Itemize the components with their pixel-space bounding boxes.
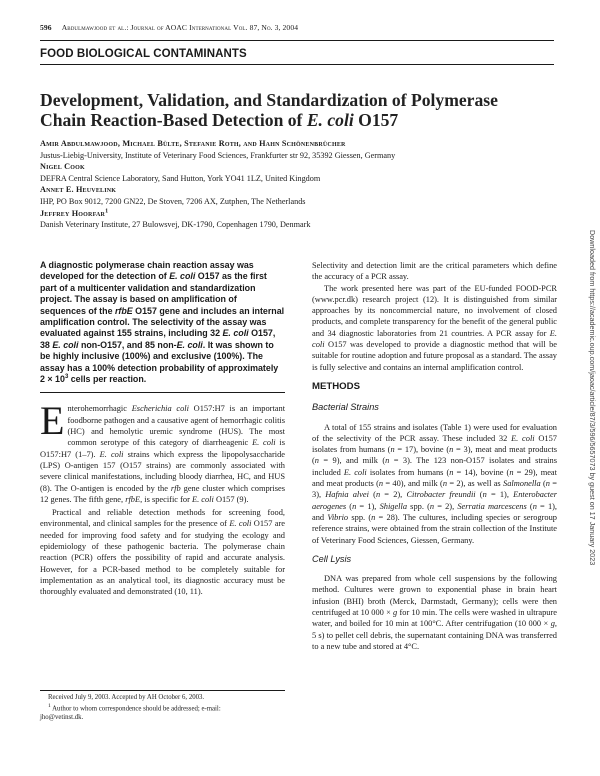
body-italic: n — [545, 479, 550, 489]
body-italic: n — [532, 501, 537, 511]
body-text: gene cluster which comprises 12 genes. The fifth gene, — [40, 483, 286, 504]
body-italic: E. coli — [312, 328, 557, 350]
body-text: The work presented here was part of the EU-funded FOOD-PCR (www.pcr.dk) research project (12). It is distinguished from similar approaches by its noncommercial nature, no involvement of closed products, and complete transparency for the benefit of the general public and 34 diagnostic laboratories from 21 countries. A PCR assay for — [312, 283, 557, 338]
abstract-italic: E. coli — [169, 271, 196, 282]
body-italic: Vibrio — [327, 512, 349, 522]
right-paragraph-1: Selectivity and detection limit are the critical parameters which define the accuracy of a PCR assay. — [312, 261, 557, 282]
intro-paragraph-1 — [40, 398, 286, 505]
abstract-text: cells per reaction. — [68, 374, 147, 385]
title-organism: E. coli — [306, 110, 354, 130]
author-affiliation: IHP, PO Box 9012, 7200 GN22, De Stoven, 7206 AX, Zutphen, The Netherlands — [40, 196, 306, 206]
body-italic: E. coli — [229, 519, 252, 529]
body-italic: Escherichia coli — [131, 404, 189, 414]
abstract-text: A diagnostic polymerase chain reaction assay was developed for the detection of — [40, 260, 254, 282]
body-italic: g — [393, 608, 398, 618]
author-names: Amir Abdulmawjood, Michael Bülte, Stefanie Roth, and Hahn Schönenbrücher — [40, 139, 346, 148]
body-italic: Enterobacter aerogenes — [312, 490, 557, 511]
body-text: O157 was developed to provide a diagnostic method that will be suitable for routine adoption and future proposal as a standard. The assay is fully selective and contains an internal amplification control. — [312, 340, 557, 372]
body-text: = 29), meat and meat products ( — [312, 467, 557, 489]
body-italic: n — [314, 456, 319, 466]
strains-paragraph — [312, 422, 557, 546]
body-italic: Salmonella — [503, 479, 541, 489]
body-italic: Serratia marcescens — [457, 501, 527, 511]
cell-lysis-heading: Cell Lysis — [312, 553, 352, 564]
body-text: O157 isolates from humans ( — [312, 433, 557, 455]
methods-heading: METHODS — [312, 380, 360, 392]
author-affiliation: Danish Veterinary Institute, 27 Bulowsvej, DK-1790, Copenhagen 1790, Denmark — [40, 220, 311, 230]
page-number: 596 — [40, 23, 52, 32]
author-name: Jeffrey Hoorfar — [40, 208, 106, 218]
body-text: Practical and reliable detection methods for screening food, environmental, and clinical samples for the presence of — [40, 508, 285, 529]
author-names-corresponding — [40, 208, 560, 220]
body-italic: rfbE — [125, 494, 141, 504]
footnote — [40, 690, 285, 722]
body-italic: Hafnia alvei — [325, 490, 369, 500]
body-text: = 17), bovine ( — [394, 445, 450, 455]
body-text: strains which express the lipopolysaccharide (LPS) O-antigen 157 (O157 strains) are commonly associated with severe clinical manifestations, including bloody diarrhea, HC, and HUS (8). The O-antigen is encoded by the — [40, 449, 285, 493]
running-head — [40, 23, 298, 32]
body-italic: n — [509, 467, 514, 477]
body-text: = 28). The cultures, including species or serogroup reference strains, were obtained from the strain collection of the Institute of Veterinary Food Sciences, Giessen, Germany. — [312, 512, 557, 545]
body-italic: n — [378, 479, 384, 489]
journal-citation: Abdulmawjood et al.: Journal of AOAC International Vol. 87, No. 3, 2004 — [61, 23, 299, 32]
abstract-text: O157, 38 — [40, 328, 276, 350]
body-text: ( — [526, 501, 533, 511]
abstract-exponent: 3 — [64, 374, 69, 381]
body-italic: g — [550, 619, 555, 629]
abstract-text: O157 as the first part of a multicenter validation and standardization project. The assay is based on amplification of sequences of the — [40, 271, 267, 316]
body-text: O157:H7 is an important foodborne pathogen and a causative agent of hemorrhagic colitis (HC) and hemolytic uremic syndrome (HUS). The most common serotype of this category of diarrheagenic — [67, 404, 286, 448]
body-italic: n — [385, 456, 390, 466]
lysis-paragraph — [312, 573, 557, 652]
body-italic: Citrobacter freundii — [406, 490, 476, 500]
author-names: Nigel Cook — [40, 162, 85, 172]
abstract-divider — [40, 392, 285, 393]
body-text: ( — [475, 490, 483, 500]
body-text: spp. ( — [407, 501, 430, 511]
body-italic: n — [352, 501, 357, 511]
left-column — [40, 260, 285, 598]
author-names: Annet E. Heuvelink — [40, 185, 117, 195]
body-text: DNA was prepared from whole cell suspensions by the following method. Cultures were grown to exponential phase in brain heart infusion (BHI) broth (Merck, Darmstadt, Germany); cells were then centrifuged at 10 000 × — [312, 574, 557, 618]
correspondence-note — [40, 702, 285, 714]
body-italic: rfb — [170, 483, 181, 493]
abstract-italic: E. coli — [176, 339, 203, 350]
footnote-marker: 1 — [48, 703, 51, 710]
body-italic: n — [482, 490, 487, 500]
body-italic: E. coli — [511, 433, 535, 443]
abstract-text: O157 gene and includes an internal amplification control. The selectivity of the assay was evaluated against 155 strains, including 32 — [40, 305, 285, 339]
body-text: = 1), and — [312, 501, 558, 522]
header-rule — [40, 40, 554, 41]
body-text: O157 (9). — [213, 494, 249, 504]
body-text: ( — [368, 490, 376, 500]
body-italic: n — [371, 512, 376, 522]
body-italic: E. coli — [343, 467, 367, 477]
body-text: A total of 155 strains and isolates (Table 1) were used for evaluation of the selectivity of the PCR assay. These included 32 — [312, 422, 557, 443]
abstract — [40, 260, 285, 385]
body-text: = 3), meat and meat products ( — [312, 445, 557, 466]
abstract-italic: E. coli — [222, 328, 249, 339]
section-label: FOOD BIOLOGICAL CONTAMINANTS — [40, 48, 247, 60]
body-text: = 1), — [356, 501, 380, 511]
body-italic: E. coli — [99, 449, 124, 459]
body-text: ( — [346, 501, 353, 511]
body-italic: n — [449, 467, 454, 477]
article-title — [40, 90, 560, 130]
right-paragraph-2 — [312, 283, 557, 373]
body-text: nterohemorrhagic — [67, 404, 132, 414]
author-block — [40, 138, 560, 231]
body-text: = 40), and milk ( — [383, 479, 443, 489]
body-text: O157 are needed for improving food safety and for studying the ecology and epidemiology of these pathogenic bacteria. The polymerase chain reaction (PCR) offers the possibility of rapid and accurate analysis. However, for a PCR-based method to be completely suitable for implementation as an analytical tool, its diagnostic accuracy must be thoroughly evaluated and demonstrated (10, 11). — [40, 519, 285, 597]
abstract-text: non-O157, and 85 non- — [78, 339, 177, 350]
title-line-2-end: O157 — [353, 110, 399, 130]
body-text: is O157:H7 (1–7). — [40, 438, 285, 459]
footnote-text: Author to whom correspondence should be addressed; e-mail: — [50, 705, 221, 713]
intro-paragraph-2 — [40, 507, 285, 597]
body-italic: E. coli — [252, 438, 276, 448]
body-italic: n — [442, 479, 448, 489]
body-text: , 5 s) to pellet cell debris, the supernatant containing DNA was transferred to a new tube and stored at 4°C. — [312, 619, 557, 651]
received-note: Received July 9, 2003. Accepted by AH October 6, 2003. — [48, 694, 205, 701]
author-affiliation: Justus-Liebig-University, Institute of Veterinary Food Sciences, Frankfurter str 92, 35392 Giessen, Germany — [40, 150, 396, 160]
body-text: = 2), — [380, 490, 407, 500]
body-text: = 3). The 123 non-O157 isolates and strains included — [312, 456, 557, 477]
body-text: = 2), as well as — [447, 479, 503, 489]
body-text: = 9), and milk ( — [318, 456, 386, 466]
body-text: = 1), — [486, 490, 514, 500]
body-italic: n — [449, 445, 454, 455]
title-line-2: Chain Reaction-Based Detection of — [40, 110, 307, 130]
abstract-italic: E. coli — [52, 339, 79, 350]
right-column — [312, 260, 557, 652]
body-text: isolates from humans ( — [366, 467, 450, 477]
body-text: = 14), bovine ( — [453, 467, 510, 477]
bacterial-strains-heading: Bacterial Strains — [312, 402, 379, 413]
download-notice: Downloaded from https://academic.oup.com/jaoac/article/87/3/596/5657073 by guest on 17 January 2023 — [588, 230, 597, 566]
body-text: = 2), — [434, 501, 458, 511]
body-text: ( — [540, 479, 546, 489]
body-italic: n — [375, 490, 381, 500]
footnote-marker: 1 — [105, 207, 109, 214]
body-text: , is specific for — [140, 494, 192, 504]
body-text: spp. ( — [348, 512, 372, 522]
body-italic: n — [429, 501, 435, 511]
body-text: for 10 min. The cells were washed in ultrapure water, and boiled for 10 min at 100°C. After centrifugation (10 000 × — [312, 608, 557, 629]
drop-cap: E — [40, 398, 65, 444]
title-line-1: Development, Validation, and Standardization of Polymerase — [40, 90, 498, 110]
body-italic: Shigella — [379, 501, 408, 511]
section-rule — [40, 64, 554, 65]
correspondence-email: jho@vetinst.dk. — [40, 714, 84, 722]
body-italic: E. coli — [191, 494, 214, 504]
abstract-italic: rfbE — [114, 305, 133, 316]
author-affiliation: DEFRA Central Science Laboratory, Sand Hutton, York YO41 1LZ, United Kingdom — [40, 173, 321, 183]
abstract-text: . It was shown to be highly inclusive (100%) and exclusive (100%). The assay has a 100% detection probability of approximately 2 × 10 — [40, 339, 279, 385]
body-text: = 3), — [312, 479, 557, 500]
body-italic: n — [390, 445, 395, 455]
